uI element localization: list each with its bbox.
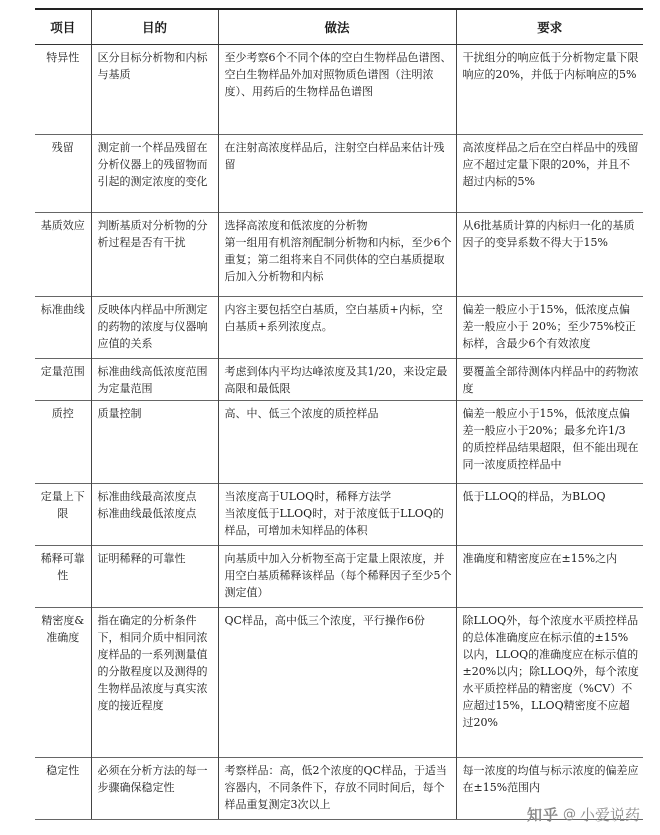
cell-purpose: 标准曲线最高浓度点 标准曲线最低浓度点 [91,484,218,546]
cell-item: 稳定性 [35,758,91,820]
table-row [35,484,643,546]
cell-item: 定量范围 [35,359,91,401]
cell-method: 考虑到体内平均达峰浓度及其1/20，来设定最高限和最低限 [218,359,456,401]
cell-purpose: 测定前一个样品残留在分析仪器上的残留物而引起的测定浓度的变化 [91,135,218,213]
table-row [35,359,643,401]
cell-requirement: 干扰组分的响应低于分析物定量下限响应的20%，并低于内标响应的5% [456,45,643,135]
table-row [35,546,643,608]
cell-purpose: 区分目标分析物和内标与基质 [91,45,218,135]
cell-requirement: 高浓度样品之后在空白样品中的残留应不超过定量下限的20%，并且不超过内标的5% [456,135,643,213]
cell-requirement: 低于LLOQ的样品，为BLOQ [456,484,643,546]
cell-item: 定量上下限 [35,484,91,546]
cell-purpose: 判断基质对分析物的分析过程是否有干扰 [91,213,218,297]
table-row [35,213,643,297]
header-row [35,9,643,45]
cell-requirement: 从6批基质计算的内标归一化的基质因子的变异系数不得大于15% [456,213,643,297]
table-row [35,608,643,758]
cell-item: 特异性 [35,45,91,135]
cell-method: QC样品，高中低三个浓度，平行操作6份 [218,608,456,758]
zhihu-logo: 知乎 [526,806,559,824]
cell-requirement: 偏差一般应小于15%，低浓度点偏差一般应小于 20%；至少75%校正标样，含最少6个有效浓度 [456,297,643,359]
method-validation-table [35,8,643,820]
cell-purpose: 证明稀释的可靠性 [91,546,218,608]
table-row [35,45,643,135]
cell-method: 内容主要包括空白基质，空白基质+内标，空白基质+系列浓度点。 [218,297,456,359]
cell-purpose: 反映体内样品中所测定的药物的浓度与仪器响应值的关系 [91,297,218,359]
cell-method: 当浓度高于ULOQ时，稀释方法学 当浓度低于LLOQ时，对于浓度低于LLOQ的样品，可增加未知样品的体积 [218,484,456,546]
cell-purpose: 指在确定的分析条件下，相同介质中相同浓度样品的一系列测量值的分散程度以及测得的生物样品浓度与真实浓度的接近程度 [91,608,218,758]
cell-method: 在注射高浓度样品后，注射空白样品来估计残留 [218,135,456,213]
cell-method: 至少考察6个不同个体的空白生物样品色谱图、空白生物样品外加对照物质色谱图（注明浓度）、用药后的生物样品色谱图 [218,45,456,135]
cell-method: 高、中、低三个浓度的质控样品 [218,401,456,484]
cell-item: 稀释可靠性 [35,546,91,608]
cell-requirement: 要覆盖全部待测体内样品中的药物浓度 [456,359,643,401]
watermark-author: 小爱说药 [579,806,640,824]
table-row [35,297,643,359]
header-requirement: 要求 [456,9,643,45]
table-row [35,401,643,484]
cell-item: 质控 [35,401,91,484]
cell-requirement: 准确度和精密度应在±15%之内 [456,546,643,608]
table-row [35,135,643,213]
cell-requirement: 除LLOQ外，每个浓度水平质控样品的总体准确度应在标示值的±15%以内，LLOQ的准确度应在标示值的±20%以内；除LLOQ外，每个浓度水平质控样品的精密度（%CV）不应超过15%，LLOQ精密度不应超过20% [456,608,643,758]
header-purpose: 目的 [91,9,218,45]
cell-purpose: 标准曲线高低浓度范围为定量范围 [91,359,218,401]
watermark-at-sign: @ [562,807,576,822]
header-method: 做法 [218,9,456,45]
cell-item: 精密度&准确度 [35,608,91,758]
header-item: 项目 [35,9,91,45]
cell-item: 标准曲线 [35,297,91,359]
cell-method: 考察样品：高，低2个浓度的QC样品，于适当容器内，不同条件下，存放不同时间后，每个样品重复测定3次以上 [218,758,456,820]
cell-purpose: 质量控制 [91,401,218,484]
zhihu-watermark [527,804,640,825]
cell-requirement: 偏差一般应小于15%，低浓度点偏差一般应小于20%；最多允许1/3 的质控样品结果超限，但不能出现在同一浓度质控样品中 [456,401,643,484]
cell-item: 残留 [35,135,91,213]
cell-purpose: 必须在分析方法的每一步骤确保稳定性 [91,758,218,820]
cell-item: 基质效应 [35,213,91,297]
cell-requirement: 每一浓度的均值与标示浓度的偏差应在±15%范围内 [456,758,643,820]
cell-method: 向基质中加入分析物至高于定量上限浓度，并用空白基质稀释该样品（每个稀释因子至少5个测定值） [218,546,456,608]
cell-method: 选择高浓度和低浓度的分析物 第一组用有机溶剂配制分析物和内标，至少6个重复；第二组将来自不同供体的空白基质提取后加入分析物和内标 [218,213,456,297]
